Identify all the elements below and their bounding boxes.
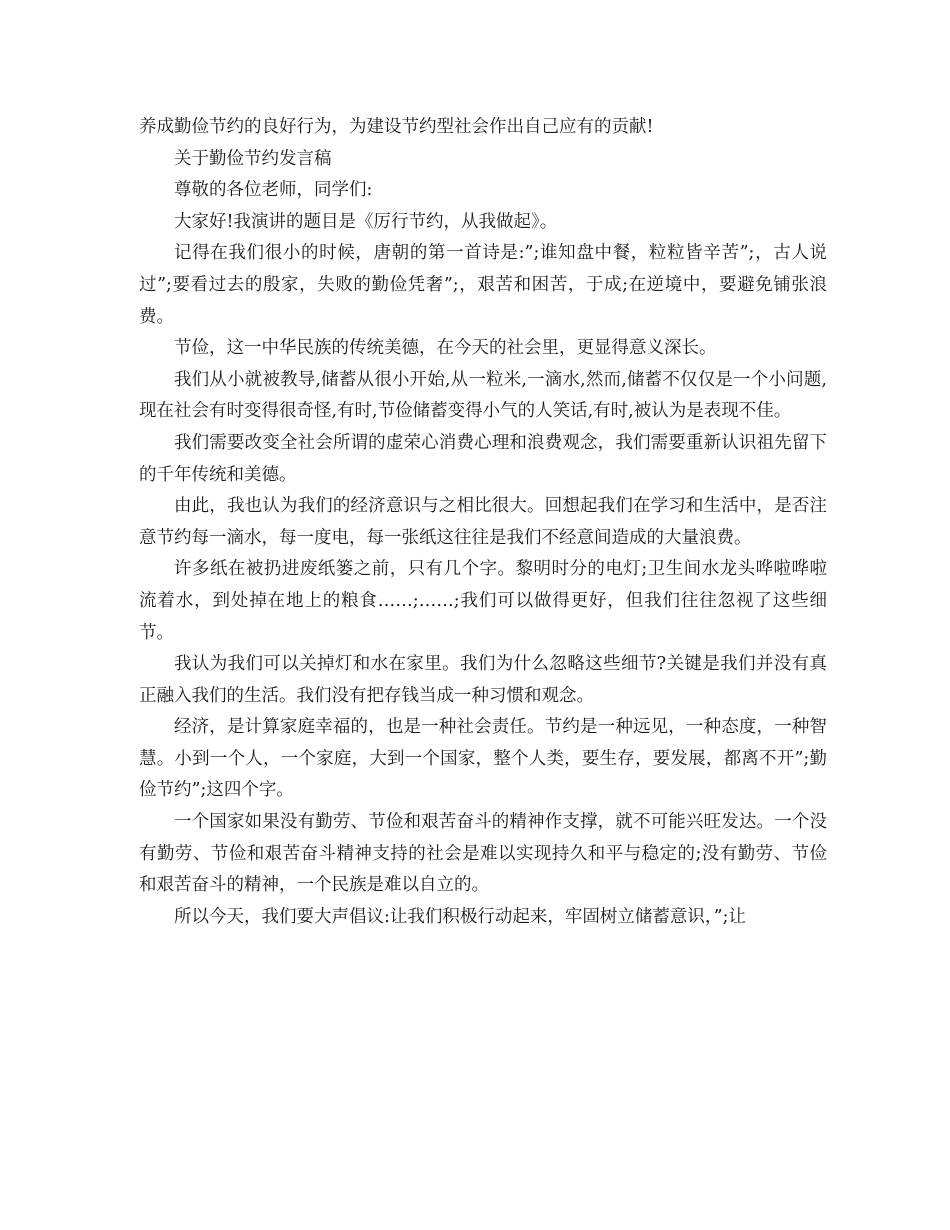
salutation: 尊敬的各位老师，同学们: xyxy=(174,180,373,201)
paragraph: 一个国家如果没有勤劳、节俭和艰苦奋斗的精神作支撑，就不可能兴旺发达。一个没有勤劳、节俭和艰苦奋斗精神支持的社会是难以实现持久和平与稳定的;没有勤劳、节俭和艰苦奋斗的精神，一个民族是难以自立的。 xyxy=(139,812,827,896)
paragraph: 节俭，这一中华民族的传统美德，在今天的社会里，更显得意义深长。 xyxy=(174,338,717,359)
paragraph-continuation: 养成勤俭节约的良好行为，为建设节约型社会作出自己应有的贡献! xyxy=(139,117,654,137)
paragraph: 经济，是计算家庭幸福的，也是一种社会责任。节约是一种远见，一种态度，一种智慧。小到一个人，一个家庭，大到一个国家，整个人类，要生存，要发展，都离不开”;勤俭节约”;这四个字。 xyxy=(139,717,827,801)
paragraph: 我认为我们可以关掉灯和水在家里。我们为什么忽略这些细节?关键是我们并没有真正融入我们的生活。我们没有把存钱当成一种习惯和观念。 xyxy=(139,654,827,706)
document-body xyxy=(139,112,827,933)
paragraph: 大家好!我演讲的题目是《厉行节约，从我做起》。 xyxy=(174,211,558,232)
paragraph: 记得在我们很小的时候，唐朝的第一首诗是:”;谁知盘中餐，粒粒皆辛苦”;，古人说过”;要看过去的殷家，失败的勤俭凭奢”;，艰苦和困苦，于成;在逆境中，要避免铺张浪费。 xyxy=(139,243,827,327)
paragraph-cutoff: 所以今天，我们要大声倡议:让我们积极行动起来，牢固树立储蓄意识，”;让 xyxy=(174,906,746,927)
speech-title: 关于勤俭节约发言稿 xyxy=(174,148,332,169)
paragraph: 由此，我也认为我们的经济意识与之相比很大。回想起我们在学习和生活中，是否注意节约每一滴水，每一度电，每一张纸这往往是我们不经意间造成的大量浪费。 xyxy=(139,496,827,548)
paragraph: 我们需要改变全社会所谓的虚荣心消费心理和浪费观念，我们需要重新认识祖先留下的千年传统和美德。 xyxy=(139,432,827,485)
paragraph: 我们从小就被教导,储蓄从很小开始,从一粒米,一滴水,然而,储蓄不仅仅是一个小问题,现在社会有时变得很奇怪,有时,节俭储蓄变得小气的人笑话,有时,被认为是表现不佳。 xyxy=(139,369,827,422)
paragraph: 许多纸在被扔进废纸篓之前，只有几个字。黎明时分的电灯;卫生间水龙头哗啦哗啦流着水，到处掉在地上的粮食……;……;我们可以做得更好，但我们往往忽视了这些细节。 xyxy=(139,559,827,643)
